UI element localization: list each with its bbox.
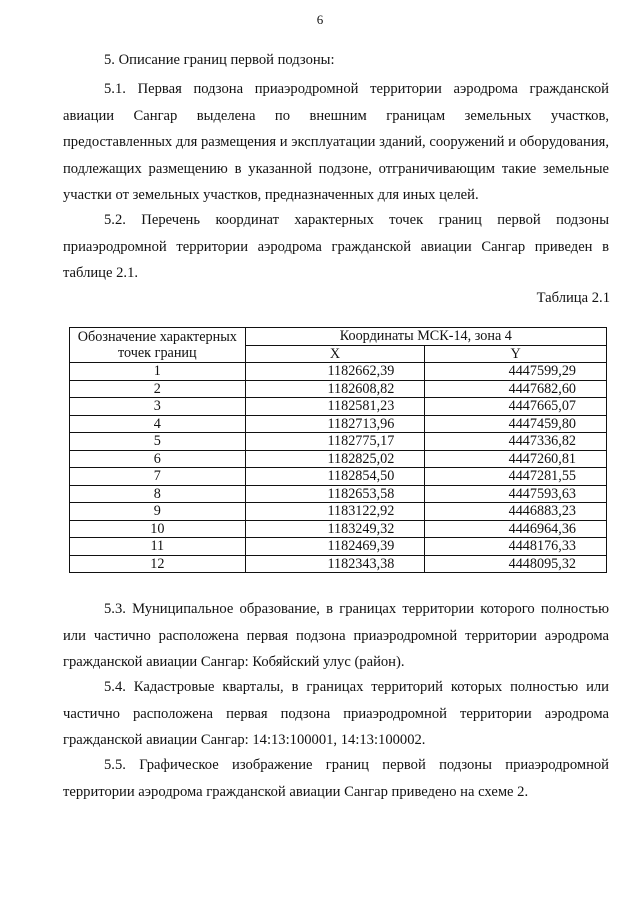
table-row xyxy=(70,363,607,381)
y-coordinate-cell: 4446964,36 xyxy=(425,520,607,538)
point-number-cell: 12 xyxy=(70,555,246,573)
coordinates-table-body xyxy=(70,363,607,573)
point-number-cell: 10 xyxy=(70,520,246,538)
y-coordinate-cell: 4448095,32 xyxy=(425,555,607,573)
point-number-cell: 5 xyxy=(70,433,246,451)
point-number-cell: 11 xyxy=(70,538,246,556)
y-coordinate-cell: 4447336,82 xyxy=(425,433,607,451)
x-coordinate-cell: 1182469,39 xyxy=(245,538,425,556)
point-number-cell: 9 xyxy=(70,503,246,521)
x-coordinate-cell: 1182608,82 xyxy=(245,380,425,398)
x-coordinate-cell: 1182825,02 xyxy=(245,450,425,468)
coordinate-system-header: Координаты МСК-14, зона 4 xyxy=(245,328,606,346)
table-row xyxy=(70,433,607,451)
point-number-cell: 1 xyxy=(70,363,246,381)
y-coordinate-cell: 4446883,23 xyxy=(425,503,607,521)
paragraph-5-1: 5.1. Первая подзона приаэродромной территории аэродрома гражданской авиации Сангар выделена по внешним границам земельных участков, предоставленных для размещения и эксплуатации зданий, сооружений и оборудования, подлежащих размещению в указанной подзоне, отграничивающим такие земельные участки от земельных участков, предназначенных для иных целей. xyxy=(63,81,609,203)
paragraph-5-4: 5.4. Кадастровые кварталы, в границах территорий которых полностью или частично расположена первая подзона приаэродромной территории аэродрома гражданской авиации Сангар: 14:13:100001, 14:13:100002. xyxy=(63,679,609,748)
y-coordinate-cell: 4447260,81 xyxy=(425,450,607,468)
table-row xyxy=(70,503,607,521)
coordinates-table xyxy=(69,327,607,573)
table-row xyxy=(70,468,607,486)
y-coordinate-cell: 4448176,33 xyxy=(425,538,607,556)
point-number-cell: 7 xyxy=(70,468,246,486)
x-coordinate-cell: 1182775,17 xyxy=(245,433,425,451)
y-coordinate-cell: 4447599,29 xyxy=(425,363,607,381)
point-number-cell: 2 xyxy=(70,380,246,398)
x-coordinate-cell: 1183249,32 xyxy=(245,520,425,538)
x-coordinate-cell: 1182343,38 xyxy=(245,555,425,573)
section-heading: 5. Описание границ первой подзоны: xyxy=(104,52,335,68)
table-row xyxy=(70,415,607,433)
x-coordinate-cell: 1182713,96 xyxy=(245,415,425,433)
y-coordinate-cell: 4447682,60 xyxy=(425,380,607,398)
y-coordinate-cell: 4447281,55 xyxy=(425,468,607,486)
table-row xyxy=(70,398,607,416)
table-row xyxy=(70,555,607,573)
table-caption: Таблица 2.1 xyxy=(536,290,610,306)
x-coordinate-cell: 1182854,50 xyxy=(245,468,425,486)
paragraph-5-3: 5.3. Муниципальное образование, в границах территории которого полностью или частично расположена первая подзона приаэродромной территории аэродрома гражданской авиации Сангар: Кобяйский улус (район). xyxy=(63,601,609,670)
page-number: 6 xyxy=(316,12,324,27)
table-row xyxy=(70,380,607,398)
y-coordinate-cell: 4447459,80 xyxy=(425,415,607,433)
x-coordinate-cell: 1183122,92 xyxy=(245,503,425,521)
x-header: X xyxy=(245,345,425,363)
point-designation-header: Обозначение характерных точек границ xyxy=(70,328,246,363)
y-coordinate-cell: 4447665,07 xyxy=(425,398,607,416)
x-coordinate-cell: 1182581,23 xyxy=(245,398,425,416)
point-number-cell: 3 xyxy=(70,398,246,416)
y-header: Y xyxy=(425,345,607,363)
x-coordinate-cell: 1182662,39 xyxy=(245,363,425,381)
paragraph-5-2: 5.2. Перечень координат характерных точек границ первой подзоны приаэродромной территории аэродрома гражданской авиации Сангар приведен в таблице 2.1. xyxy=(63,212,609,281)
y-coordinate-cell: 4447593,63 xyxy=(425,485,607,503)
table-row xyxy=(70,538,607,556)
point-number-cell: 6 xyxy=(70,450,246,468)
table-row xyxy=(70,485,607,503)
table-row xyxy=(70,520,607,538)
paragraph-5-5: 5.5. Графическое изображение границ первой подзоны приаэродромной территории аэродрома гражданской авиации Сангар приведено на схеме 2. xyxy=(63,757,609,800)
x-coordinate-cell: 1182653,58 xyxy=(245,485,425,503)
point-number-cell: 8 xyxy=(70,485,246,503)
point-number-cell: 4 xyxy=(70,415,246,433)
table-row xyxy=(70,450,607,468)
